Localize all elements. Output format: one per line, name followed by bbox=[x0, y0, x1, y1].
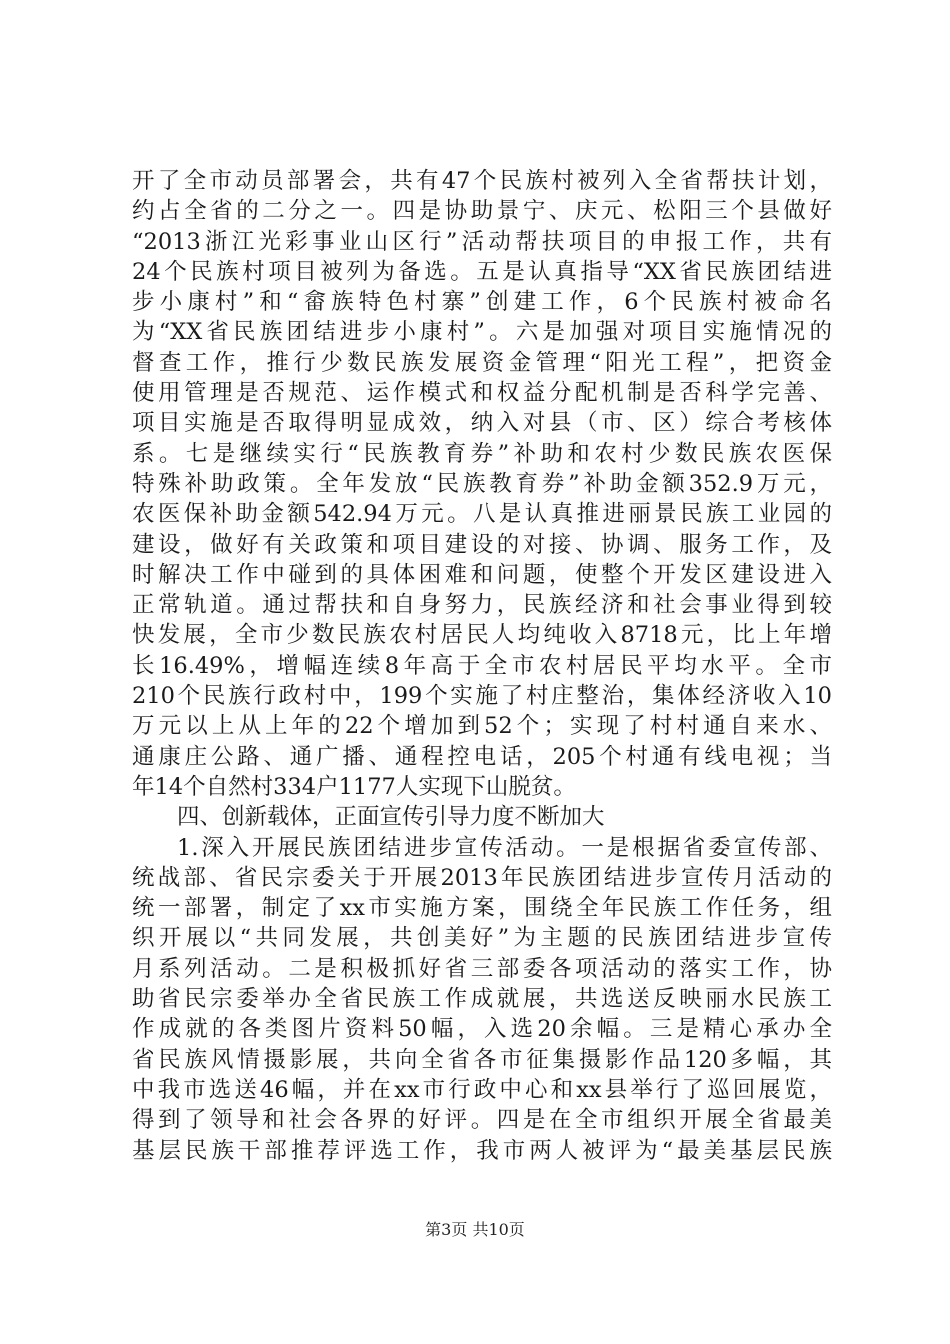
text-line: 快发展，全市少数民族农村居民人均纯收入8718元，比上年增 bbox=[132, 622, 832, 649]
text-line: 万元以上从上年的22个增加到52个；实现了村村通自来水、 bbox=[132, 713, 832, 740]
text-line: 特殊补助政策。全年发放“民族教育券”补助金额352.9万元， bbox=[132, 470, 832, 497]
text-line: 中我市选送46幅，并在xx市行政中心和xx县举行了巡回展览， bbox=[132, 1076, 832, 1103]
document-body bbox=[132, 166, 832, 1166]
text-line: 基层民族干部推荐评选工作，我市两人被评为“最美基层民族 bbox=[132, 1137, 832, 1164]
text-line: 为“XX省民族团结进步小康村”。六是加强对项目实施情况的 bbox=[132, 319, 832, 346]
text-line: 通康庄公路、通广播、通程控电话，205个村通有线电视；当 bbox=[132, 743, 832, 770]
text-line: 督查工作，推行少数民族发展资金管理“阳光工程”，把资金 bbox=[132, 349, 832, 376]
text-line: 1.深入开展民族团结进步宣传活动。一是根据省委宣传部、 bbox=[177, 834, 832, 861]
text-line: 正常轨道。通过帮扶和自身努力，民族经济和社会事业得到较 bbox=[132, 592, 832, 619]
text-line: 项目实施是否取得明显成效，纳入对县（市、区）综合考核体 bbox=[132, 410, 832, 437]
page-number: 第3页 共10页 bbox=[425, 1220, 525, 1239]
text-line: 长16.49%，增幅连续8年高于全市农村居民平均水平。全市 bbox=[132, 652, 832, 679]
text-line: 织开展以“共同发展，共创美好”为主题的民族团结进步宣传 bbox=[132, 925, 832, 952]
text-line: 农医保补助金额542.94万元。八是认真推进丽景民族工业园的 bbox=[132, 501, 832, 528]
text-line: 建设，做好有关政策和项目建设的对接、协调、服务工作，及 bbox=[132, 531, 832, 558]
text-line: 年14个自然村334户1177人实现下山脱贫。 bbox=[132, 773, 576, 800]
text-line: 系。七是继续实行“民族教育券”补助和农村少数民族农医保 bbox=[132, 440, 832, 467]
text-line: 月系列活动。二是积极抓好省三部委各项活动的落实工作，协 bbox=[132, 955, 832, 982]
text-line: 步小康村”和“畲族特色村寨”创建工作，6个民族村被命名 bbox=[132, 289, 832, 316]
text-line: 时解决工作中碰到的具体困难和问题，使整个开发区建设进入 bbox=[132, 561, 832, 588]
text-line: 统战部、省民宗委关于开展2013年民族团结进步宣传月活动的 bbox=[132, 864, 832, 891]
text-line: 作成就的各类图片资料50幅，入选20余幅。三是精心承办全 bbox=[132, 1016, 832, 1043]
text-line: 省民族风情摄影展，共向全省各市征集摄影作品120多幅，其 bbox=[132, 1046, 832, 1073]
section-heading: 四、创新载体，正面宣传引导力度不断加大 bbox=[177, 804, 605, 831]
text-line: “2013浙江光彩事业山区行”活动帮扶项目的申报工作，共有 bbox=[132, 228, 832, 255]
text-line: 使用管理是否规范、运作模式和权益分配机制是否科学完善、 bbox=[132, 380, 832, 407]
text-line: 210个民族行政村中，199个实施了村庄整治，集体经济收入10 bbox=[132, 683, 832, 710]
text-line: 得到了领导和社会各界的好评。四是在全市组织开展全省最美 bbox=[132, 1107, 832, 1134]
text-line: 统一部署，制定了xx市实施方案，围绕全年民族工作任务，组 bbox=[132, 895, 832, 922]
text-line: 开了全市动员部署会，共有47个民族村被列入全省帮扶计划， bbox=[132, 168, 832, 194]
text-line: 约占全省的二分之一。四是协助景宁、庆元、松阳三个县做好 bbox=[132, 198, 832, 225]
text-line: 24个民族村项目被列为备选。五是认真指导“XX省民族团结进 bbox=[132, 258, 832, 285]
text-line: 助省民宗委举办全省民族工作成就展，共选送反映丽水民族工 bbox=[132, 986, 832, 1013]
